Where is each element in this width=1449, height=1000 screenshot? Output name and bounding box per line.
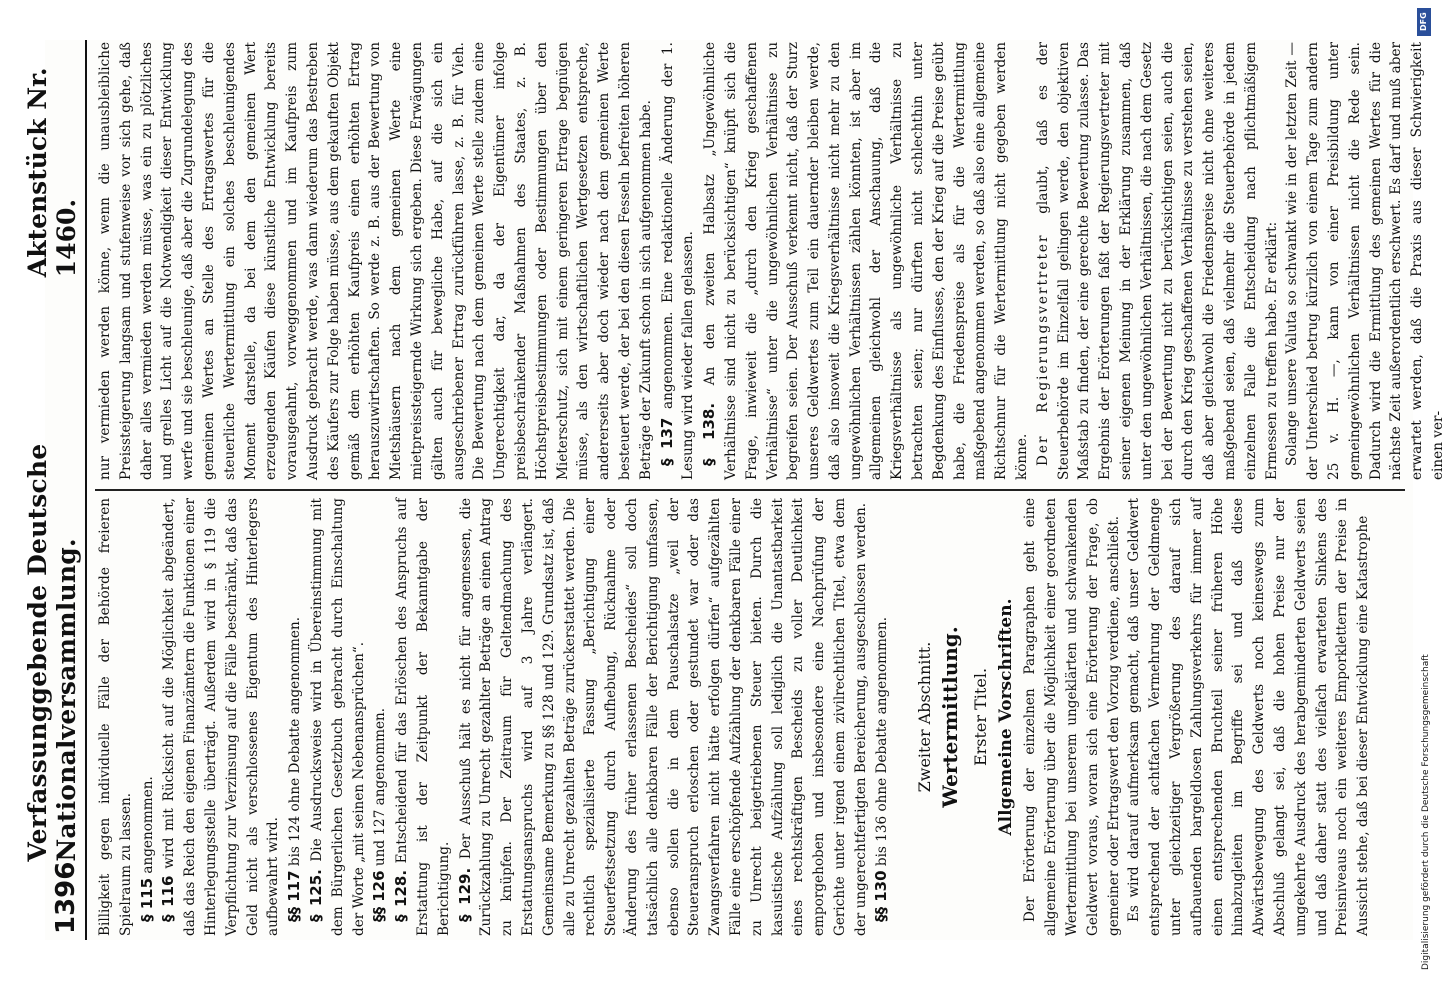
paragraph-text: Solange unsere Valuta so schwankt wie in der letzten Zeit — der Unterschied betrug kürzlich von einem Tage zum andern 25 v. H. —, kann von einer Preisbildung unter gemeingewöhnlichen Verhältnissen nicht die Rede sein. Dadurch wird die Ermittlung des gemeinen Wertes für die nächste Zeit außerordentlich erschwert. Es darf und muß aber erwartet werden, daß die Praxis aus dieser Schwierigkeit einen ver- [1284, 42, 1446, 480]
paragraph-text: glaubt, daß es der Steuerbehörde im Einzelfall gelingen werde, den objektiven Maßstab zu finden, der eine gerechte Bewertung zulasse. Das Ergebnis der Erörterungen faßt der Regierungsvertreter mit seiner eigenen Meinung in der Erklärung zusammen, daß unter den ungewöhnlichen Verhältnissen, die nach dem Gesetz bei der Bewertung nicht zu berücksichtigen seien, auch die durch den Krieg geschaffenen Verhältnisse zu verstehen seien, daß aber gleichwohl die Friedenspreise nicht ohne weiteres maßgebend seien, daß vielmehr die Steuerbehörde in jedem einzelnen Falle die Entscheidung nach pflichtmäßigem Ermessen zu treffen habe. Er erklärt: [1034, 41, 1280, 480]
paragraph-text: und 127 angenommen. [372, 707, 389, 867]
page-title: Verfassunggebende Deutsche Nationalversammlung. [23, 443, 81, 862]
paragraph [871, 498, 893, 936]
section-number: § 115 [137, 877, 156, 922]
paragraph-text: Es wird darauf aufmerksam gemacht, daß unser Geldwert entsprechend der achtfachen Vermehrung der Geldmenge unter gleichzeitiger Vergrößerung des darauf sich aufbauenden bargeldlosen Zahlungsverkehrs für immer auf einen entsprechenden Bruchteil seiner früheren Höhe hinabzugleiten im Begriffe sei und daß diese Abwärtsbewegung des Geldwerts noch keineswegs zum Abschluß gelangt sei, daß die hohen Preise nur der umgekehrte Ausdruck des herabgeminderten Geldwerts seien und daß daher statt des vielfach erwarteten Sinkens des Preisniveaus noch ein weiteres Emporklettern der Preise in Aussicht stehe, daß bei dieser Entwicklung eine Katastrophe [1126, 498, 1372, 936]
paragraph [158, 498, 284, 936]
paragraph [1282, 42, 1448, 480]
section-number: § 125. [306, 869, 325, 922]
paragraph-text: Entscheidend für das Erlöschen des Anspruchs auf Erstattung ist der Zeitpunkt der Bekanntgabe der Berichtigung. [394, 498, 452, 936]
section-number: §§ 126 [370, 870, 389, 922]
paragraph [306, 498, 369, 936]
section-number: § 129. [455, 867, 474, 922]
paragraph [1020, 498, 1124, 936]
paragraph [284, 498, 306, 936]
paragraph-text: wird mit Rücksicht auf die Möglichkeit abgeändert, daß das Reich den eigenen Finanzämtern die Funktionen einer Hinterlegungsstelle überträgt. Außerdem wird in § 119 die Verpflichtung zur Verzinsung auf die Fälle beschränkt, daß das Geld nicht als verschlossenes Eigentum des Hinterlegers aufbewahrt wird. [161, 498, 282, 936]
paragraph [137, 498, 159, 936]
paragraph-text: nur vermieden werden könne, wenn die unausbleibliche Preissteigerung langsam und stufenweise vor sich gehe, daß daher alles vermieden werden müsse, was ein zu plötzliches und grelles Licht auf die Notwendigkeit dieser Entwicklung werfe und sie beschleunige, daß aber die Zugrundelegung des gemeinen Wertes an Stelle des Ertragswertes für die steuerliche Wertermittlung ein solches beschleunigendes Moment darstelle, da bei dem den gemeinen Wert erzeugenden Käufen diese künstliche Entwicklung bereits vorausgeahnt, vorweggenommen und im Kaufpreis zum Ausdruck gebracht werde, was dann wiederum das Bestreben des Käufers zur Folge haben müsse, aus dem gekauften Objekt gemäß dem erhöhten Kaufpreis einen erhöhten Ertrag herauszuwirtschaften. So werde z. B. aus der Bewertung von Mietshäusern nach dem gemeinen Werte eine mietpreissteigernde Wirkung sich ergeben. Diese Erwägungen gälten auch für bewegliche Habe, auf die sich ein ausgeschriebener Ertrag zurückführen lasse, z. B. für Vieh. Die Bewertung nach dem gemeinen Werte stelle zudem eine Ungerechtigkeit dar, da der Eigentümer infolge preisbeschränkender Maßnahmen des Staates, z. B. Höchstpreisbestimmungen oder Bestimmungen über den Mieterschutz, sich mit einem geringeren Ertrage begnügen müsse, als den wirtschaftlichen Wertgesetzen entspreche, andererseits aber doch wieder nach dem gemeinen Werte besteuert werde, der bei den diesen Fesseln befreiten höheren Beträge der Zukunft schon in sich aufgenommen habe. [97, 42, 654, 480]
paragraph [391, 498, 454, 936]
section-number: §§ 117 [285, 870, 304, 922]
section-heading: Zweiter Abschnitt. [915, 641, 935, 793]
section-number: § 138. [700, 402, 719, 466]
paragraph-text: angenommen. Eine redaktionelle Änderung der 1. Lesung wird wieder fallen gelassen. [659, 42, 697, 480]
document-reference: Aktenstück Nr. 1460. [23, 67, 81, 278]
speaker-label: Der Regierungsvertreter [1034, 233, 1051, 466]
paragraph-text: Die Ausdrucksweise wird in Übereinstimmung mit dem Bürgerlichen Gesetzbuch gebracht durch Einschaltung der Worte „mit seinen Nebenansprüchen“. [308, 497, 367, 936]
page-header [23, 40, 87, 940]
paragraph [1124, 498, 1374, 936]
paragraph-text: Der Erörterung der einzelnen Paragraphen geht eine allgemeine Erörterung über die Möglichkeit einer geordneten Wertermittlung bei unserem ungeklärten und schwankenden Geldwert voraus, woran sich eine Erörterung der Frage, ob gemeiner oder Ertragswert den Vorzug verdiene, anschließt. [1022, 498, 1122, 936]
section-heading: Erster Titel. [970, 667, 990, 767]
paragraph-text: bis 124 ohne Debatte angenommen. [287, 616, 304, 867]
section-number: § 116 [159, 875, 178, 922]
section-heading: Allgemeine Vorschriften. [995, 598, 1016, 836]
paragraph [657, 42, 700, 480]
paragraph [95, 498, 137, 936]
section-number: § 128. [392, 869, 411, 922]
paragraph-text: angenommen. [139, 776, 156, 874]
paragraph-text: An den zweiten Halbsatz „Ungewöhnliche Verhältnisse sind nicht zu berücksichtigen“ knüpft sich die Frage, inwieweit die „durch den Krieg geschaffenen Verhältnisse“ unter die ungewöhnlichen Verhältnisse zu begreifen seien. Der Ausschuß verkennt nicht, daß der Sturz unseres Geldwertes zum Teil ein dauernder bleiben werde, daß also insoweit die Kriegsverhältnisse nicht mehr zu den ungewöhnlichen Verhältnissen zählen könnten, ist aber im allgemeinen gleichwohl der Anschauung, daß die Kriegsverhältnisse als ungewöhnliche Verhältnisse zu betrachten seien; nur dürften nicht schlechthin unter Begdenkung des Einflusses, den der Krieg auf die Preise geübt habe, die Friedenspreise als für die Wertermittlung maßgebend angenommen werden, so daß also eine allgemeine Richtschnur für die Wertermittlung nicht gegeben werden könne. [702, 42, 1031, 480]
paragraph-text: Billigkeit gegen individuelle Fälle der Behörde freieren Spielraum zu lassen. [97, 498, 134, 936]
paragraph [369, 498, 391, 936]
digitization-note: Digitalisierung gefördert durch die Deutsche Forschungsgemeinschaft [1421, 654, 1431, 970]
section-number: §§ 130 [872, 870, 891, 922]
paragraph-text: bis 136 ohne Debatte angenommen. [874, 616, 891, 867]
dfg-logo: DFG [1417, 8, 1431, 36]
section-heading: Wertermittlung. [938, 626, 963, 808]
page-number: 1396 [51, 861, 81, 934]
paragraph [455, 498, 872, 936]
column-divider [95, 489, 1405, 491]
right-column [95, 41, 1446, 480]
paragraph [699, 42, 1033, 480]
left-column [95, 498, 1405, 936]
section-number: § 137 [657, 417, 676, 466]
paragraph-text: Der Ausschuß hält es nicht für angemessen, die Zurückzahlung zu Unrecht gezahlter Beträge an einen Antrag zu knüpfen. Der Zeitraum für Geltendmachung des Erstattungsanspruchs wird auf 3 Jahre verlängert. Gemeinsame Bemerkung zu §§ 128 und 129. Grundsatz ist, daß alle zu Unrecht gezahlten Beträge zurückerstattet werden. Die rechtlich spezialisierte Fassung „Berichtigung einer Steuerfestsetzung durch Aufhebung, Rücknahme oder Änderung des früher erlassenen Bescheides“ soll doch tatsächlich alle denkbaren Fälle der Berichtigung umfassen, ebenso sollen die in dem Pauschalsatze „weil der Steueranspruch erloschen oder gestundet war oder das Zwangsverfahren nicht hätte erfolgen dürfen“ aufgezählten Fälle eine erschöpfende Aufzählung der denkbaren Fälle einer zu Unrecht beigetriebenen Steuer bieten. Durch die kasuistische Aufzählung soll lediglich die Unantastbarkeit eines rechtskräftigen Bescheids zu voller Deutlichkeit emporgehoben und insbesondere eine Nachprüfung der Gerichte unter irgend einem zivilrechtlichen Titel, etwa dem der ungerechtfertigten Bereicherung, ausgeschlossen werden. [457, 498, 869, 936]
paragraph [95, 42, 657, 480]
paragraph [1033, 42, 1283, 480]
